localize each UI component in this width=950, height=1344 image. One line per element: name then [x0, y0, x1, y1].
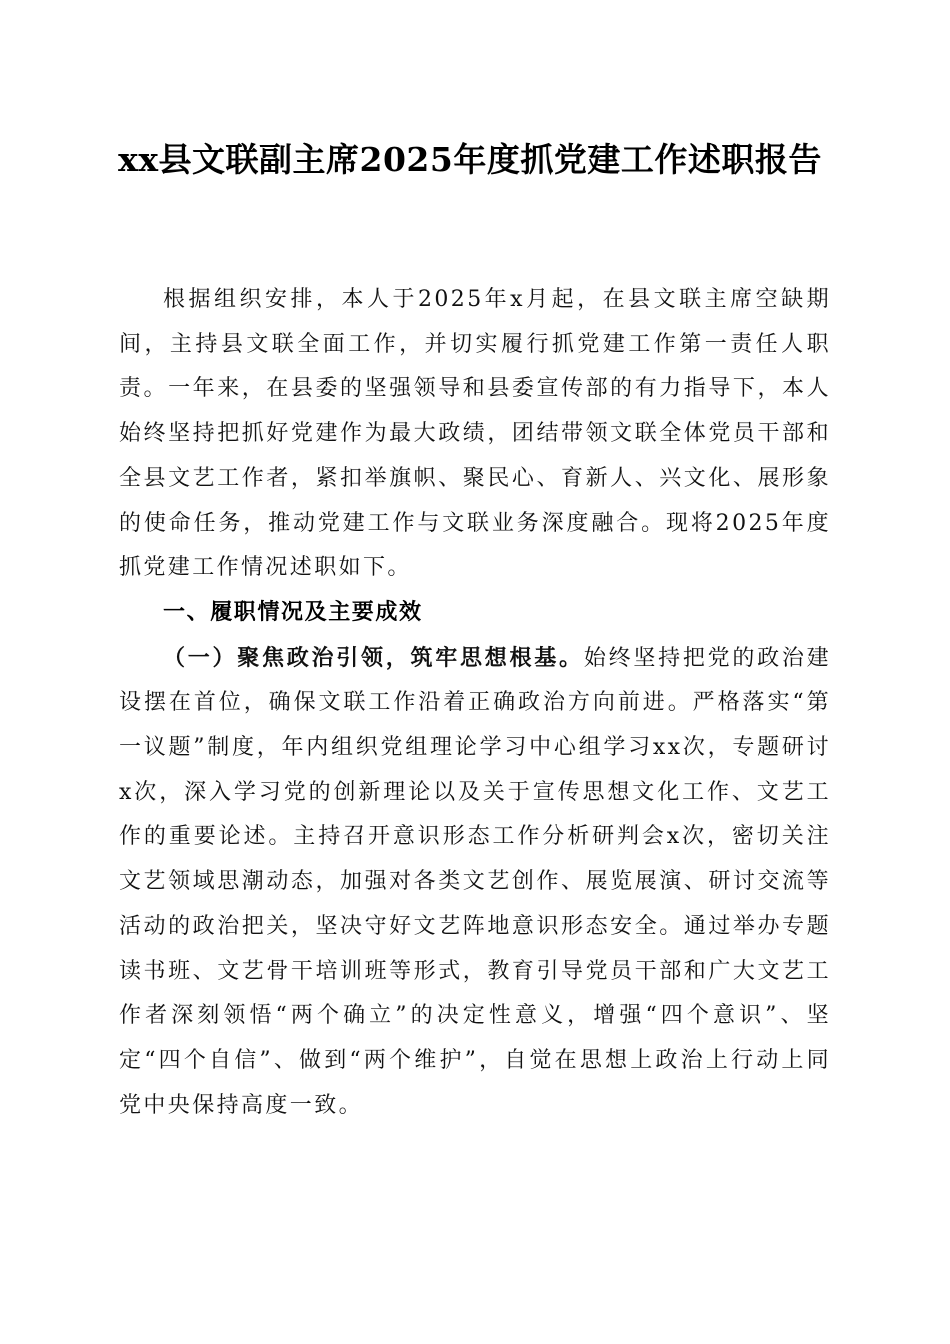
- document-body: [119, 278, 831, 1128]
- subsection-body: 始终坚持把党的政治建设摆在首位，确保文联工作沿着正确政治方向前进。严格落实“第一议题”制度，年内组织党组理论学习中心组学习xx次，专题研讨x次，深入学习党的创新理论以及关于宣传思想文化工作、文艺工作的重要论述。主持召开意识形态工作分析研判会x次，密切关注文艺领域思潮动态，加强对各类文艺创作、展览展演、研讨交流等活动的政治把关，坚决守好文艺阵地意识形态安全。通过举办专题读书班、文艺骨干培训班等形式，教育引导党员干部和广大文艺工作者深刻领悟“两个确立”的决定性意义，增强“四个意识”、坚定“四个自信”、做到“两个维护”，自觉在思想上政治上行动上同党中央保持高度一致。: [119, 645, 831, 1118]
- subsection-paragraph: [119, 636, 831, 1129]
- document-title: xx县文联副主席2025年度抓党建工作述职报告: [118, 140, 822, 179]
- intro-paragraph: 根据组织安排，本人于2025年x月起，在县文联主席空缺期间，主持县文联全面工作，并切实履行抓党建工作第一责任人职责。一年来，在县委的坚强领导和县委宣传部的有力指导下，本人始终坚持把抓好党建作为最大政绩，团结带领文联全体党员干部和全县文艺工作者，紧扣举旗帜、聚民心、育新人、兴文化、展形象的使命任务，推动党建工作与文联业务深度融合。现将2025年度抓党建工作情况述职如下。: [119, 287, 831, 581]
- section-heading: 一、履职情况及主要成效: [163, 599, 423, 625]
- subsection-lead: （一）聚焦政治引领，筑牢思想根基。: [163, 644, 584, 671]
